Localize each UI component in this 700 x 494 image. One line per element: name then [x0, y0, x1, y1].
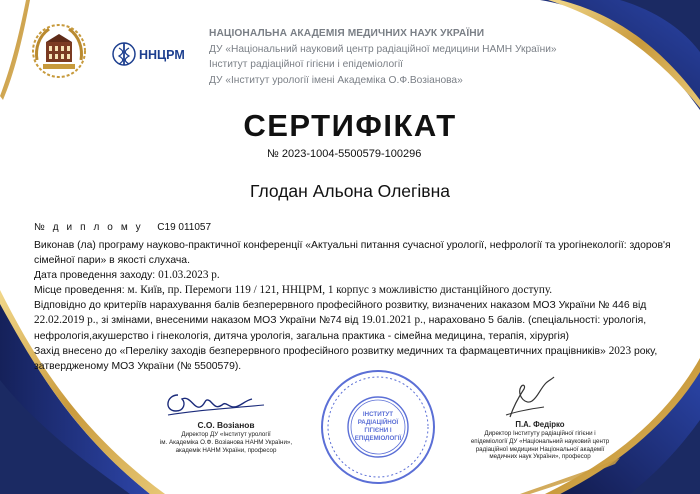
official-stamp-icon — [319, 368, 437, 486]
signature-block-right: П.А. Федірко Директор Інституту радіаційної гігієни і епідеміології ДУ «Національний науковий центр радіаційної медицини Національної академії медичних наук України», професор — [455, 420, 625, 461]
svg-text:РАДІАЦІЙНОЇ: РАДІАЦІЙНОЇ — [357, 419, 399, 426]
svg-text:ЕПІДЕМІОЛОГІЇ: ЕПІДЕМІОЛОГІЇ — [354, 435, 402, 442]
signature-fedirko-icon — [500, 375, 560, 423]
diploma-label: № д и п л о м у — [34, 222, 144, 233]
header-organizations — [209, 26, 557, 88]
nncrm-logo-icon — [112, 38, 194, 70]
diploma-number — [34, 222, 211, 233]
certificate-title: СЕРТИФІКАТ — [243, 108, 457, 143]
event-place-value: м. Київ, пр. Перемоги 119 / 121, ННЦРМ, 1 корпус з можливістю дистанційного доступу. — [127, 284, 553, 297]
body-event-place — [34, 283, 674, 298]
certificate-number: № 2023-1004-5500579-100296 — [267, 148, 422, 160]
signature-vozianov-icon — [160, 385, 270, 421]
signer-right-name: П.А. Федірко — [515, 420, 565, 429]
event-date-value: 01.03.2023 р. — [158, 269, 220, 282]
signer-left-name: С.О. Возіанов — [197, 420, 255, 430]
body-event-date — [34, 268, 674, 283]
recipient-name: Глодан Альона Олегівна — [249, 181, 451, 201]
header-line-1: НАЦІОНАЛЬНА АКАДЕМІЯ МЕДИЧНИХ НАУК УКРАЇНИ — [209, 28, 485, 39]
diploma-value: С19 011057 — [157, 222, 212, 233]
header-line-3: Інститут радіаційної гігієни і епідеміології — [209, 59, 403, 71]
signature-block-left: С.О. Возіанов Директор ДУ «Інститут урології ім. Академіка О.Ф. Возіанова НАНМ України», академік НАНМ України, професор — [136, 420, 316, 455]
certificate-body — [34, 238, 674, 374]
logo-text: ННЦРМ — [139, 48, 185, 62]
academy-emblem-icon — [29, 20, 89, 82]
svg-text:ІНСТИТУТ: ІНСТИТУТ — [362, 411, 394, 418]
body-cpd-points: Відповідно до критеріїв нарахування балів безперервного професійного розвитку, визначених наказом МОЗ України № 446 від 22.02.2019 р., зі змінами, внесеними наказом МОЗ України №74 від 19.01.2021 р., нараховано 5 балів. (спеціальності: урологія, нефрологія,акушерство і гінекологія, дитяча урологія, загальна практика - сімейна медицина, терапія, хірургія) — [34, 300, 647, 342]
body-participation: Виконав (ла) програму науково-практичної конференції «Актуальні питання сучасної урології, нефрології та урогінекології: здоров'я сімейної пари» в якості слухача. — [34, 240, 671, 267]
event-date-label: Дата проведення заходу: — [34, 270, 159, 282]
body-registry: Захід внесено до «Переліку заходів безперервного професійного розвитку медичних та фармацевтичних працівників» 2023 року, затвердженому МОЗ України (№ 5500579). — [34, 344, 658, 372]
svg-text:ГІГІЄНИ І: ГІГІЄНИ І — [364, 427, 392, 434]
event-place-label: Місце проведення: — [34, 285, 128, 297]
header-line-4: ДУ «Інститут урології імені Академіка О.Ф.Возіанова» — [209, 74, 463, 86]
header-line-2: ДУ «Національний науковий центр радіаційної медицини НАМН України» — [209, 43, 557, 55]
